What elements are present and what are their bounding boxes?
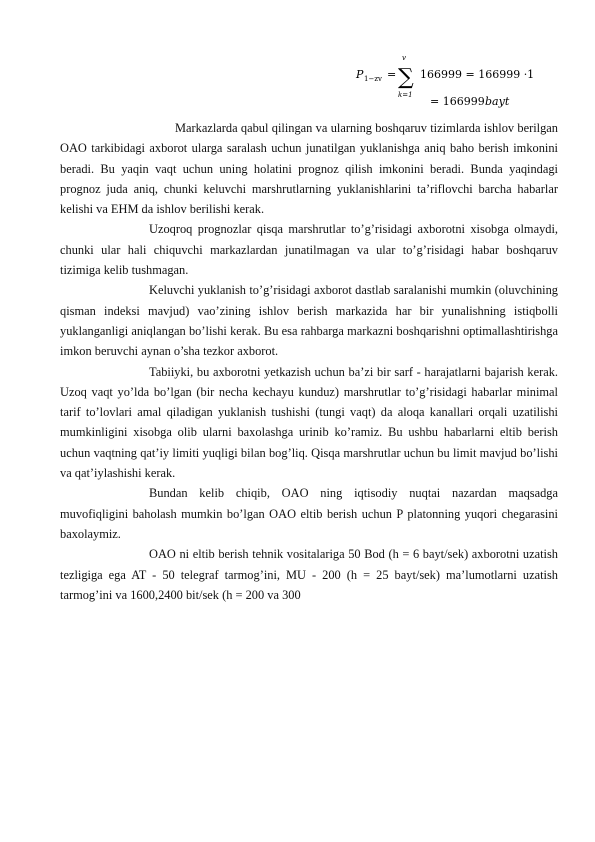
paragraph-4: Tabiiyki, bu axborotni yetkazish uchun ba’zi bir sarf - harajatlarni bajarish kerak. Uzoq vaqt yo’lda bo’lgan (bir necha kechayu kunduz) marshrutlar to’g’risidagi habarlar minimal tarif to’lovlari amal qiladigan yuklanish tushishi (tungi vaqt) da aloqa kanallari orqali uzatilishi mumkinligini xisobga olib ularni baxolashga urinib ko’ramiz. Bu ushbu habarlarni eltib berish uchun vaqtning qat’iy limiti yuqligi bilan bog’liq. Qisqa marshrutlar uchun bu limit mavjud bo’lishi va qat’iylashishi kerak. (60, 364, 558, 481)
formula-unit: bayt (485, 95, 510, 108)
paragraph-5: Bundan kelib chiqib, OAO ning iqtisodiy nuqtai nazardan maqsadga muvofiqligini baholash mumkin bo’lgan OAO eltib berish uchun P platonning yuqori chegarasini baxolaymiz. (60, 486, 558, 541)
formula-svg (354, 52, 544, 112)
sigma-icon: ∑ (398, 65, 414, 90)
paragraph-6: OAO ni eltib berish tehnik vositalariga 50 Bod (h = 6 bayt/sek) axborotni uzatish tezligiga ega AT - 50 telegraf tarmog’ini, MU - 200 (h = 25 bayt/sek) ma’lumotlarni uzatish tarmog’ini va 1600,2400 bit/sek (h = 200 va 300 (60, 547, 558, 602)
paragraph-2: Uzoqroq prognozlar qisqa marshrutlar to’g’risidagi axborotni xisobga olmaydi, chunki ular hali chiquvchi markazlardan junatilmagan va ular to’g’risidagi habar boshqaruv tizimiga kelib tushmagan. (60, 222, 558, 278)
paragraph-3: Keluvchi yuklanish to’g’risidagi axborot dastlab saralanishi mumkin (oluvchining qisman indeksi mavjud) vao’zining ishlov berish markazida har bir yunalishning istiqbolli yuklanganligi aniqlangan bo’lishi kerak. Bu esa rahbarga markazni boshqarishni optimallashtirishga imkon beruvchi aynan o’sha tezkor axborot. (60, 283, 558, 359)
sum-lower-limit: k=1 (398, 91, 413, 99)
formula-rhs-line2: = 166999 (430, 95, 485, 108)
body-text (60, 118, 558, 605)
formula-lhs: P (356, 68, 364, 81)
formula-rhs-line1: 166999 = 166999 ·1 (420, 68, 535, 81)
formula-lhs-subscript: 1−zv (364, 75, 382, 83)
paragraph-1: Markazlarda qabul qilingan va ularning boshqaruv tizimlarda ishlov berilgan OAO tarkibidagi axborot ularga saralash uchun junatilgan yuklanishga aniq baho berish imkonini beradi. Bu yaqin vaqt uchun uning holatini prognoz qilish imkonini beradi. Bunda yaqindagi prognoz juda aniq, chunki keluvchi marshrutlarning yuklanishlarini ta’riflovchi barcha habarlar kelishi va EHM da ishlov berilishi kerak. (60, 121, 558, 217)
formula-equals: = (387, 68, 397, 81)
sum-upper-limit: v (402, 54, 406, 62)
formula-block (354, 52, 544, 112)
